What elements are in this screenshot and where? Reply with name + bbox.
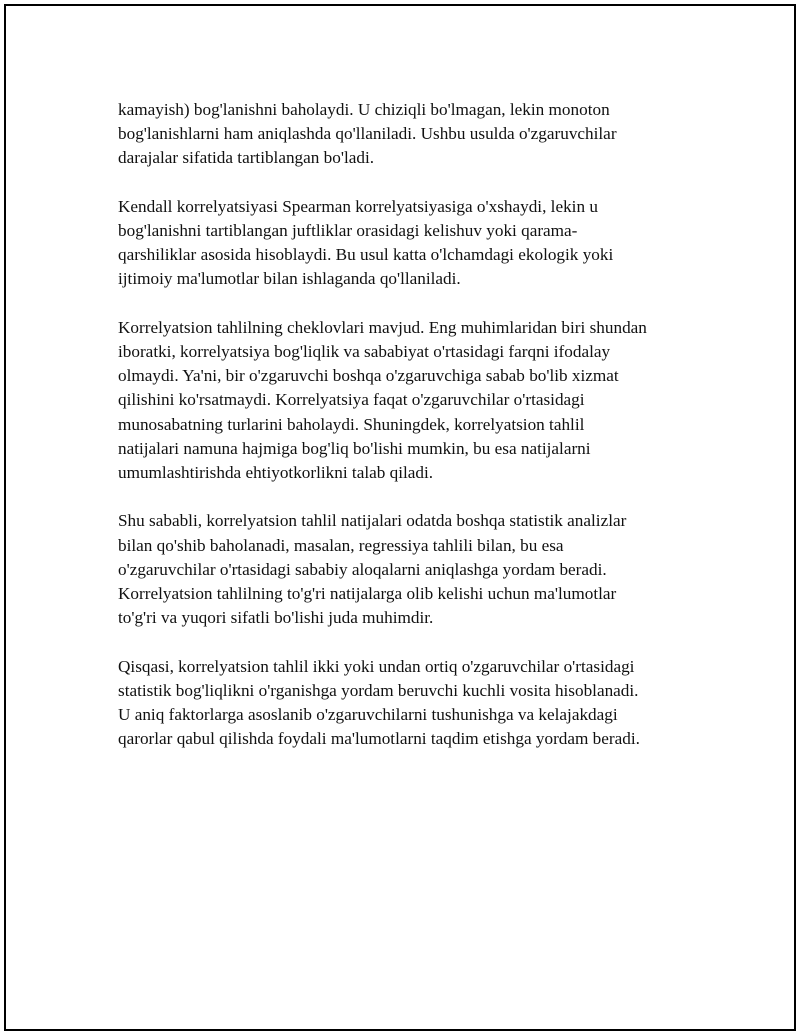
paragraph-5 [118, 655, 708, 752]
paragraph-3 [118, 316, 708, 485]
text-line: bog'lanishni tartiblangan juftliklar orasidagi kelishuv yoki qarama- [118, 221, 578, 240]
text-line: Korrelyatsion tahlilning cheklovlari mavjud. Eng muhimlaridan biri shundan [118, 317, 647, 337]
document-body [118, 98, 708, 776]
paragraph-2 [118, 195, 708, 292]
text-line: bilan qo'shib baholanadi, masalan, regressiya tahlili bilan, bu esa [118, 535, 564, 555]
text-line: bog'lanishlarni ham aniqlashda qo'llaniladi. Ushbu usulda o'zgaruvchilar [118, 124, 617, 144]
text-line: o'zgaruvchilar o'rtasidagi sababiy aloqalarni aniqlashga yordam beradi. [118, 559, 607, 579]
text-line: qarshiliklar asosida hisoblaydi. Bu usul katta o'lchamdagi ekologik yoki [118, 245, 614, 265]
text-line: U aniq faktorlarga asoslanib o'zgaruvchilarni tushunishga va kelajakdagi [118, 705, 618, 725]
text-line: Korrelyatsion tahlilning to'g'ri natijalarga olib kelishi uchun ma'lumotlar [118, 584, 617, 604]
text-line: Qisqasi, korrelyatsion tahlil ikki yoki undan ortiq o'zgaruvchilar o'rtasidagi [118, 656, 635, 676]
paragraph-1 [118, 98, 708, 171]
text-line: Kendall korrelyatsiyasi Spearman korrelyatsiyasiga o'xshaydi, lekin u [118, 196, 598, 216]
paragraph-4 [118, 509, 708, 630]
text-line: qilishini ko'rsatmaydi. Korrelyatsiya faqat o'zgaruvchilar o'rtasidagi [118, 390, 585, 410]
text-line: olmaydi. Ya'ni, bir o'zgaruvchi boshqa o'zgaruvchiga sabab bo'lib xizmat [118, 366, 619, 386]
text-line: kamayish) bog'lanishni baholaydi. U chiziqli bo'lmagan, lekin monoton [118, 100, 610, 119]
text-line: darajalar sifatida tartiblangan bo'ladi. [118, 148, 375, 168]
text-line: natijalari namuna hajmiga bog'liq bo'lishi mumkin, bu esa natijalarni [118, 438, 591, 458]
text-line: statistik bog'liqlikni o'rganishga yordam beruvchi kuchli vosita hisoblanadi. [118, 680, 639, 700]
text-line: ijtimoiy ma'lumotlar bilan ishlaganda qo'llaniladi. [118, 269, 461, 289]
document-page [4, 4, 796, 1031]
text-line: munosabatning turlarini baholaydi. Shuningdek, korrelyatsion tahlil [118, 414, 585, 434]
text-line: iboratki, korrelyatsiya bog'liqlik va sababiyat o'rtasidagi farqni ifodalay [118, 342, 611, 361]
text-line: umumlashtirishda ehtiyotkorlikni talab qiladi. [118, 463, 434, 483]
text-line: to'g'ri va yuqori sifatli bo'lishi juda muhimdir. [118, 608, 434, 628]
text-line: qarorlar qabul qilishda foydali ma'lumotlarni taqdim etishga yordam beradi. [118, 729, 640, 749]
text-line: Shu sababli, korrelyatsion tahlil natijalari odatda boshqa statistik analizlar [118, 511, 627, 531]
